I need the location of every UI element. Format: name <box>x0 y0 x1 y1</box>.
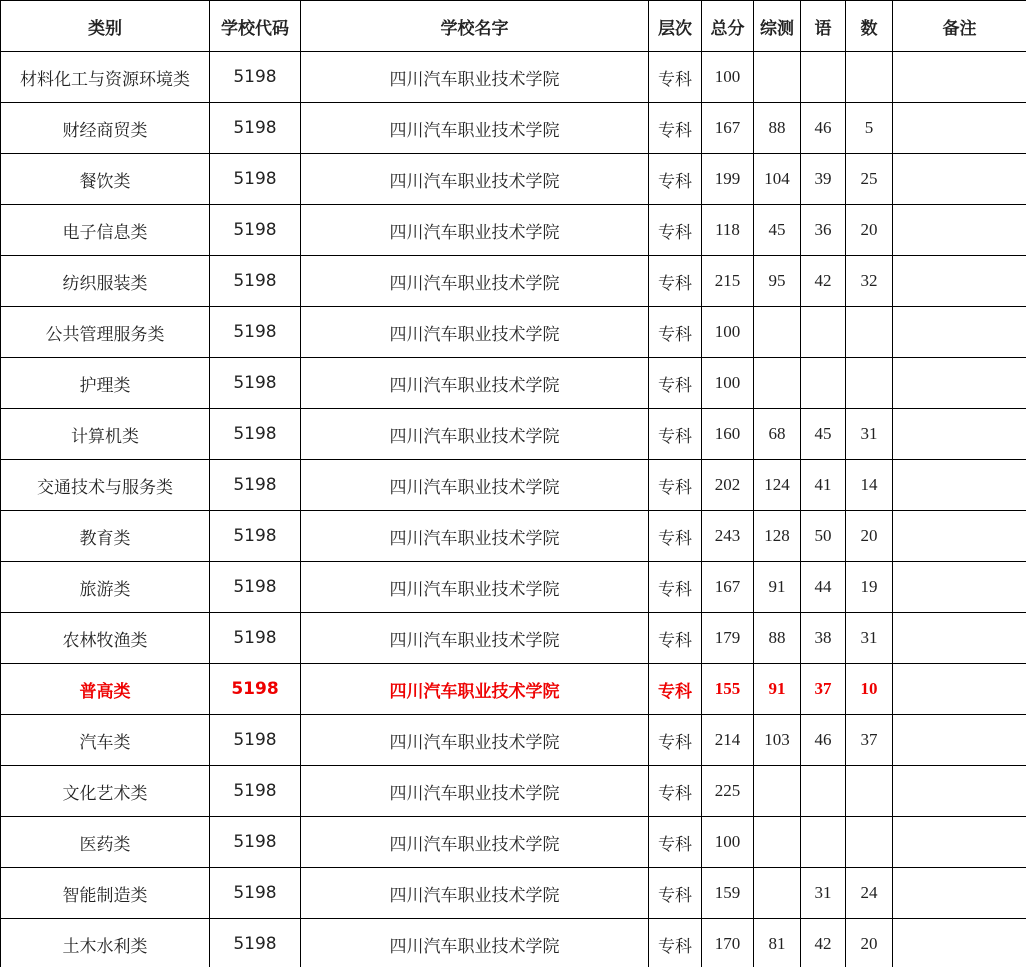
cell-comprehensive <box>754 817 801 868</box>
cell-school-name: 四川汽车职业技术学院 <box>301 205 649 256</box>
cell-math: 24 <box>846 868 893 919</box>
cell-comprehensive: 88 <box>754 103 801 154</box>
cell-school-code: 5198 <box>210 358 301 409</box>
table-row <box>1 52 1026 103</box>
cell-chinese: 44 <box>801 562 846 613</box>
cell-category: 教育类 <box>1 511 210 562</box>
cell-school-code: 5198 <box>210 52 301 103</box>
table-row <box>1 817 1026 868</box>
cell-chinese <box>801 817 846 868</box>
cell-math <box>846 766 893 817</box>
cell-school-name: 四川汽车职业技术学院 <box>301 511 649 562</box>
cell-math: 19 <box>846 562 893 613</box>
table-row <box>1 919 1026 967</box>
cell-remarks <box>893 307 1026 358</box>
cell-total: 118 <box>702 205 754 256</box>
cell-school-name: 四川汽车职业技术学院 <box>301 613 649 664</box>
cell-school-code: 5198 <box>210 664 301 715</box>
table-row <box>1 664 1026 715</box>
cell-school-code: 5198 <box>210 817 301 868</box>
cell-school-code: 5198 <box>210 409 301 460</box>
cell-level: 专科 <box>649 460 702 511</box>
cell-comprehensive <box>754 307 801 358</box>
table-row <box>1 358 1026 409</box>
cell-level: 专科 <box>649 103 702 154</box>
header-chinese: 语 <box>801 1 846 52</box>
cell-remarks <box>893 562 1026 613</box>
table-row <box>1 103 1026 154</box>
table-row <box>1 460 1026 511</box>
cell-level: 专科 <box>649 511 702 562</box>
cell-remarks <box>893 409 1026 460</box>
cell-level: 专科 <box>649 205 702 256</box>
cell-math: 5 <box>846 103 893 154</box>
cell-school-name: 四川汽车职业技术学院 <box>301 409 649 460</box>
header-math: 数 <box>846 1 893 52</box>
cell-math: 20 <box>846 205 893 256</box>
cell-school-code: 5198 <box>210 511 301 562</box>
cell-total: 199 <box>702 154 754 205</box>
table-row <box>1 154 1026 205</box>
table-body <box>1 52 1026 967</box>
cell-category: 电子信息类 <box>1 205 210 256</box>
cell-chinese: 50 <box>801 511 846 562</box>
cell-total: 167 <box>702 562 754 613</box>
cell-total: 170 <box>702 919 754 967</box>
cell-total: 202 <box>702 460 754 511</box>
cell-level: 专科 <box>649 154 702 205</box>
cell-school-code: 5198 <box>210 715 301 766</box>
cell-school-name: 四川汽车职业技术学院 <box>301 919 649 967</box>
cell-total: 100 <box>702 307 754 358</box>
cell-total: 100 <box>702 52 754 103</box>
cell-comprehensive: 81 <box>754 919 801 967</box>
table-row <box>1 562 1026 613</box>
cell-level: 专科 <box>649 919 702 967</box>
cell-level: 专科 <box>649 409 702 460</box>
cell-level: 专科 <box>649 613 702 664</box>
cell-level: 专科 <box>649 715 702 766</box>
cell-comprehensive: 104 <box>754 154 801 205</box>
cell-math: 32 <box>846 256 893 307</box>
cell-school-code: 5198 <box>210 205 301 256</box>
cell-comprehensive: 88 <box>754 613 801 664</box>
cell-total: 159 <box>702 868 754 919</box>
cell-comprehensive: 128 <box>754 511 801 562</box>
cell-math: 31 <box>846 409 893 460</box>
cell-total: 100 <box>702 817 754 868</box>
cell-category: 财经商贸类 <box>1 103 210 154</box>
cell-total: 214 <box>702 715 754 766</box>
cell-remarks <box>893 868 1026 919</box>
cell-chinese: 45 <box>801 409 846 460</box>
cell-level: 专科 <box>649 307 702 358</box>
cell-comprehensive <box>754 358 801 409</box>
cell-chinese: 41 <box>801 460 846 511</box>
cell-category: 公共管理服务类 <box>1 307 210 358</box>
cell-school-name: 四川汽车职业技术学院 <box>301 358 649 409</box>
table-row <box>1 511 1026 562</box>
cell-school-code: 5198 <box>210 562 301 613</box>
cell-comprehensive: 91 <box>754 562 801 613</box>
cell-school-name: 四川汽车职业技术学院 <box>301 817 649 868</box>
cell-comprehensive: 95 <box>754 256 801 307</box>
cell-chinese: 36 <box>801 205 846 256</box>
cell-math: 20 <box>846 511 893 562</box>
cell-level: 专科 <box>649 256 702 307</box>
cell-remarks <box>893 460 1026 511</box>
cell-chinese: 38 <box>801 613 846 664</box>
cell-chinese: 37 <box>801 664 846 715</box>
cell-remarks <box>893 817 1026 868</box>
table-row <box>1 256 1026 307</box>
cell-school-code: 5198 <box>210 919 301 967</box>
cell-level: 专科 <box>649 868 702 919</box>
header-total: 总分 <box>702 1 754 52</box>
cell-category: 旅游类 <box>1 562 210 613</box>
cell-comprehensive: 68 <box>754 409 801 460</box>
table-row <box>1 307 1026 358</box>
cell-remarks <box>893 52 1026 103</box>
cell-comprehensive: 103 <box>754 715 801 766</box>
cell-category: 计算机类 <box>1 409 210 460</box>
cell-remarks <box>893 154 1026 205</box>
cell-chinese: 46 <box>801 103 846 154</box>
cell-category: 餐饮类 <box>1 154 210 205</box>
cell-remarks <box>893 358 1026 409</box>
cell-category: 普高类 <box>1 664 210 715</box>
cell-total: 243 <box>702 511 754 562</box>
cell-level: 专科 <box>649 817 702 868</box>
cell-school-code: 5198 <box>210 613 301 664</box>
cell-level: 专科 <box>649 358 702 409</box>
cell-school-name: 四川汽车职业技术学院 <box>301 460 649 511</box>
cell-school-code: 5198 <box>210 868 301 919</box>
cell-category: 智能制造类 <box>1 868 210 919</box>
cell-total: 167 <box>702 103 754 154</box>
cell-math: 31 <box>846 613 893 664</box>
cell-total: 225 <box>702 766 754 817</box>
cell-category: 医药类 <box>1 817 210 868</box>
cell-comprehensive: 124 <box>754 460 801 511</box>
cell-total: 179 <box>702 613 754 664</box>
table-row <box>1 613 1026 664</box>
cell-school-name: 四川汽车职业技术学院 <box>301 52 649 103</box>
cell-school-name: 四川汽车职业技术学院 <box>301 103 649 154</box>
cell-remarks <box>893 715 1026 766</box>
cell-category: 农林牧渔类 <box>1 613 210 664</box>
cell-chinese: 42 <box>801 256 846 307</box>
cell-category: 汽车类 <box>1 715 210 766</box>
cell-school-code: 5198 <box>210 103 301 154</box>
cell-school-name: 四川汽车职业技术学院 <box>301 868 649 919</box>
table-header-row <box>1 1 1026 52</box>
cell-category: 土木水利类 <box>1 919 210 967</box>
cell-math: 10 <box>846 664 893 715</box>
cell-math: 37 <box>846 715 893 766</box>
cell-comprehensive: 45 <box>754 205 801 256</box>
cell-level: 专科 <box>649 52 702 103</box>
cell-school-code: 5198 <box>210 307 301 358</box>
cell-school-code: 5198 <box>210 460 301 511</box>
cell-category: 纺织服装类 <box>1 256 210 307</box>
cell-math: 14 <box>846 460 893 511</box>
cell-comprehensive <box>754 868 801 919</box>
header-school-name: 学校名字 <box>301 1 649 52</box>
cell-remarks <box>893 664 1026 715</box>
cell-remarks <box>893 613 1026 664</box>
cell-school-code: 5198 <box>210 256 301 307</box>
cell-math <box>846 358 893 409</box>
cell-chinese <box>801 307 846 358</box>
cell-total: 215 <box>702 256 754 307</box>
cell-school-name: 四川汽车职业技术学院 <box>301 766 649 817</box>
table-row <box>1 715 1026 766</box>
cell-remarks <box>893 766 1026 817</box>
cell-level: 专科 <box>649 664 702 715</box>
cell-total: 155 <box>702 664 754 715</box>
cell-comprehensive: 91 <box>754 664 801 715</box>
cell-comprehensive <box>754 766 801 817</box>
cell-category: 交通技术与服务类 <box>1 460 210 511</box>
table-row <box>1 205 1026 256</box>
cell-chinese <box>801 358 846 409</box>
cell-math <box>846 817 893 868</box>
cell-school-name: 四川汽车职业技术学院 <box>301 562 649 613</box>
cell-category: 材料化工与资源环境类 <box>1 52 210 103</box>
cell-chinese <box>801 52 846 103</box>
header-comprehensive: 综测 <box>754 1 801 52</box>
cell-school-name: 四川汽车职业技术学院 <box>301 307 649 358</box>
cell-chinese: 42 <box>801 919 846 967</box>
cell-remarks <box>893 205 1026 256</box>
cell-chinese: 31 <box>801 868 846 919</box>
cell-math <box>846 52 893 103</box>
cell-total: 100 <box>702 358 754 409</box>
cell-category: 护理类 <box>1 358 210 409</box>
header-remarks: 备注 <box>893 1 1026 52</box>
cell-school-name: 四川汽车职业技术学院 <box>301 715 649 766</box>
cell-chinese <box>801 766 846 817</box>
table-row <box>1 409 1026 460</box>
cell-school-name: 四川汽车职业技术学院 <box>301 664 649 715</box>
cell-level: 专科 <box>649 562 702 613</box>
cell-school-code: 5198 <box>210 154 301 205</box>
cell-level: 专科 <box>649 766 702 817</box>
cell-math: 20 <box>846 919 893 967</box>
header-category: 类别 <box>1 1 210 52</box>
cell-remarks <box>893 103 1026 154</box>
cell-total: 160 <box>702 409 754 460</box>
header-school-code: 学校代码 <box>210 1 301 52</box>
cell-school-code: 5198 <box>210 766 301 817</box>
cell-category: 文化艺术类 <box>1 766 210 817</box>
cell-math: 25 <box>846 154 893 205</box>
cell-remarks <box>893 256 1026 307</box>
cell-chinese: 46 <box>801 715 846 766</box>
cell-remarks <box>893 919 1026 967</box>
header-level: 层次 <box>649 1 702 52</box>
cell-math <box>846 307 893 358</box>
cell-comprehensive <box>754 52 801 103</box>
cell-remarks <box>893 511 1026 562</box>
cell-chinese: 39 <box>801 154 846 205</box>
table-row <box>1 766 1026 817</box>
cell-school-name: 四川汽车职业技术学院 <box>301 256 649 307</box>
cell-school-name: 四川汽车职业技术学院 <box>301 154 649 205</box>
table-row <box>1 868 1026 919</box>
